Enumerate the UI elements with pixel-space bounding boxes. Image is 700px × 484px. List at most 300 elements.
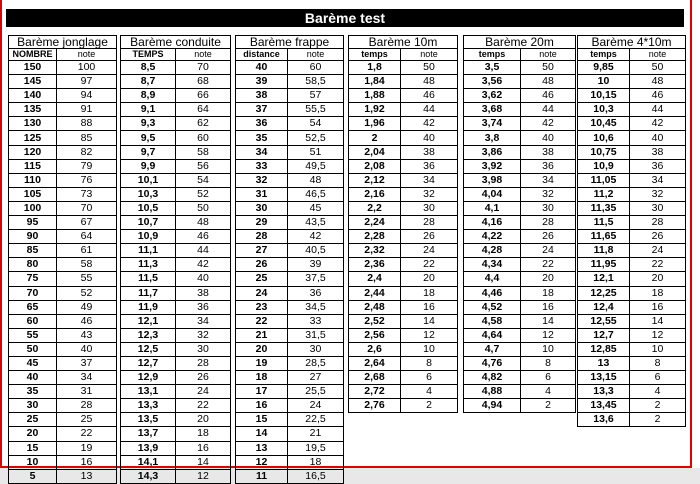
performance-cell: 2,76 <box>349 399 401 413</box>
table-row <box>236 300 344 314</box>
note-cell: 14 <box>176 455 231 469</box>
table-row <box>9 216 117 230</box>
note-cell: 4 <box>401 385 458 399</box>
note-cell: 56 <box>176 159 231 173</box>
performance-cell: 50 <box>9 342 57 356</box>
table-row <box>349 103 458 117</box>
note-cell: 42 <box>176 258 231 272</box>
note-cell: 44 <box>401 103 458 117</box>
table-row <box>349 300 458 314</box>
performance-cell: 11,05 <box>578 173 630 187</box>
note-cell: 6 <box>521 371 576 385</box>
table-row <box>9 61 117 75</box>
note-cell: 57 <box>288 89 344 103</box>
table-row <box>578 216 686 230</box>
note-cell: 32 <box>630 187 686 201</box>
table-row <box>464 145 576 159</box>
table-row <box>578 272 686 286</box>
table-row <box>349 61 458 75</box>
table-row <box>578 300 686 314</box>
note-cell: 34,5 <box>288 300 344 314</box>
table-row <box>578 371 686 385</box>
note-cell: 32 <box>521 187 576 201</box>
performance-cell: 14 <box>236 427 288 441</box>
performance-cell: 2,32 <box>349 244 401 258</box>
table-row <box>578 286 686 300</box>
performance-cell: 13 <box>578 356 630 370</box>
note-cell: 58,5 <box>288 75 344 89</box>
column-header: note <box>630 49 686 61</box>
performance-cell: 11,35 <box>578 201 630 215</box>
performance-cell: 11,3 <box>121 258 176 272</box>
table-row <box>464 103 576 117</box>
performance-cell: 26 <box>236 258 288 272</box>
note-cell: 42 <box>288 230 344 244</box>
performance-cell: 8,5 <box>121 61 176 75</box>
note-cell: 24 <box>401 244 458 258</box>
performance-cell: 3,86 <box>464 145 521 159</box>
performance-cell: 13,15 <box>578 371 630 385</box>
table-row <box>121 103 231 117</box>
table-title: Barème frappe <box>236 36 344 49</box>
table-row <box>464 356 576 370</box>
table-row <box>236 413 344 427</box>
note-cell: 26 <box>521 230 576 244</box>
note-cell: 38 <box>521 145 576 159</box>
note-cell: 55,5 <box>288 103 344 117</box>
note-cell: 22,5 <box>288 413 344 427</box>
performance-cell: 10,9 <box>578 159 630 173</box>
performance-cell: 2,6 <box>349 342 401 356</box>
table-row <box>9 159 117 173</box>
note-cell: 13 <box>57 469 117 483</box>
performance-cell: 120 <box>9 145 57 159</box>
note-cell: 18 <box>401 286 458 300</box>
note-cell: 30 <box>288 342 344 356</box>
table-row <box>236 103 344 117</box>
note-cell: 91 <box>57 103 117 117</box>
note-cell: 8 <box>630 356 686 370</box>
table-row <box>236 89 344 103</box>
performance-cell: 4,94 <box>464 399 521 413</box>
table-row <box>236 371 344 385</box>
note-cell: 19,5 <box>288 441 344 455</box>
performance-cell: 85 <box>9 244 57 258</box>
performance-cell: 9,1 <box>121 103 176 117</box>
performance-cell: 125 <box>9 131 57 145</box>
table-row <box>121 356 231 370</box>
table-row <box>236 399 344 413</box>
performance-cell: 12,1 <box>121 314 176 328</box>
performance-cell: 4,1 <box>464 201 521 215</box>
column-header: distance <box>236 49 288 61</box>
performance-cell: 40 <box>236 61 288 75</box>
performance-cell: 2,56 <box>349 328 401 342</box>
table-row <box>349 131 458 145</box>
table-row <box>9 371 117 385</box>
note-cell: 24 <box>521 244 576 258</box>
table-row <box>464 201 576 215</box>
table-row <box>349 371 458 385</box>
performance-cell: 33 <box>236 159 288 173</box>
table-row <box>464 61 576 75</box>
column-header: NOMBRE <box>9 49 57 61</box>
note-cell: 16 <box>176 441 231 455</box>
note-cell: 44 <box>630 103 686 117</box>
performance-cell: 12,4 <box>578 300 630 314</box>
table-row <box>349 145 458 159</box>
performance-cell: 35 <box>236 131 288 145</box>
note-cell: 60 <box>288 61 344 75</box>
note-cell: 54 <box>288 117 344 131</box>
column-header: note <box>57 49 117 61</box>
note-cell: 61 <box>57 244 117 258</box>
table-row <box>236 131 344 145</box>
column-header: note <box>288 49 344 61</box>
performance-cell: 37 <box>236 103 288 117</box>
note-cell: 64 <box>176 103 231 117</box>
performance-cell: 11,5 <box>121 272 176 286</box>
table-row <box>349 201 458 215</box>
performance-cell: 4,52 <box>464 300 521 314</box>
table-row <box>9 469 117 483</box>
table-row <box>578 145 686 159</box>
performance-cell: 12,1 <box>578 272 630 286</box>
performance-cell: 10,75 <box>578 145 630 159</box>
table-row <box>464 173 576 187</box>
note-cell: 70 <box>176 61 231 75</box>
note-cell: 38 <box>176 286 231 300</box>
note-cell: 20 <box>630 272 686 286</box>
note-cell: 66 <box>176 89 231 103</box>
performance-cell: 4,7 <box>464 342 521 356</box>
performance-cell: 11,2 <box>578 187 630 201</box>
performance-cell: 10,9 <box>121 230 176 244</box>
table-row <box>464 230 576 244</box>
table-row <box>349 187 458 201</box>
note-cell: 73 <box>57 187 117 201</box>
performance-cell: 19 <box>236 356 288 370</box>
performance-cell: 36 <box>236 117 288 131</box>
note-cell: 18 <box>288 455 344 469</box>
note-cell: 34 <box>630 173 686 187</box>
note-cell: 52,5 <box>288 131 344 145</box>
column-header: TEMPS <box>121 49 176 61</box>
note-cell: 49 <box>57 300 117 314</box>
performance-cell: 3,8 <box>464 131 521 145</box>
note-cell: 30 <box>401 201 458 215</box>
note-cell: 24 <box>176 385 231 399</box>
note-cell: 39 <box>288 258 344 272</box>
table-row <box>121 117 231 131</box>
performance-cell: 40 <box>9 371 57 385</box>
performance-cell: 1,84 <box>349 75 401 89</box>
note-cell: 22 <box>401 258 458 272</box>
performance-cell: 12,3 <box>121 328 176 342</box>
performance-cell: 13,3 <box>121 399 176 413</box>
performance-cell: 3,62 <box>464 89 521 103</box>
performance-cell: 140 <box>9 89 57 103</box>
performance-cell: 3,92 <box>464 159 521 173</box>
table-row <box>349 258 458 272</box>
note-cell: 50 <box>176 201 231 215</box>
table-row <box>236 455 344 469</box>
table-row <box>236 201 344 215</box>
performance-cell: 3,98 <box>464 173 521 187</box>
performance-cell: 2,64 <box>349 356 401 370</box>
table-row <box>9 89 117 103</box>
note-cell: 38 <box>401 145 458 159</box>
table-row <box>9 187 117 201</box>
performance-cell: 2,12 <box>349 173 401 187</box>
performance-cell: 95 <box>9 216 57 230</box>
table-row <box>578 244 686 258</box>
note-cell: 10 <box>521 342 576 356</box>
performance-cell: 12,7 <box>121 356 176 370</box>
note-cell: 20 <box>521 272 576 286</box>
performance-cell: 13,1 <box>121 385 176 399</box>
performance-cell: 21 <box>236 328 288 342</box>
table-row <box>121 230 231 244</box>
performance-cell: 2,16 <box>349 187 401 201</box>
performance-cell: 12,9 <box>121 371 176 385</box>
table-row <box>578 201 686 215</box>
performance-cell: 2,72 <box>349 385 401 399</box>
note-cell: 36 <box>401 159 458 173</box>
performance-cell: 16 <box>236 399 288 413</box>
performance-cell: 29 <box>236 216 288 230</box>
bareme-table-jonglage <box>8 35 117 484</box>
note-cell: 25 <box>57 413 117 427</box>
table-row <box>121 427 231 441</box>
note-cell: 43 <box>57 328 117 342</box>
table-row <box>464 258 576 272</box>
table-row <box>236 469 344 483</box>
performance-cell: 4,34 <box>464 258 521 272</box>
note-cell: 94 <box>57 89 117 103</box>
performance-cell: 27 <box>236 244 288 258</box>
table-row <box>121 159 231 173</box>
performance-cell: 10,45 <box>578 117 630 131</box>
note-cell: 16 <box>521 300 576 314</box>
table-row <box>578 75 686 89</box>
table-row <box>464 371 576 385</box>
note-cell: 30 <box>521 201 576 215</box>
note-cell: 20 <box>401 272 458 286</box>
performance-cell: 2,4 <box>349 272 401 286</box>
note-cell: 48 <box>288 173 344 187</box>
table-row <box>578 61 686 75</box>
performance-cell: 4,28 <box>464 244 521 258</box>
table-row <box>236 385 344 399</box>
table-row <box>121 441 231 455</box>
note-cell: 48 <box>521 75 576 89</box>
performance-cell: 12,7 <box>578 328 630 342</box>
note-cell: 22 <box>630 258 686 272</box>
performance-cell: 34 <box>236 145 288 159</box>
note-cell: 46 <box>176 230 231 244</box>
note-cell: 40 <box>176 272 231 286</box>
note-cell: 33 <box>288 314 344 328</box>
table-row <box>578 328 686 342</box>
note-cell: 30 <box>176 342 231 356</box>
performance-cell: 12,55 <box>578 314 630 328</box>
table-row <box>9 455 117 469</box>
performance-cell: 38 <box>236 89 288 103</box>
performance-cell: 105 <box>9 187 57 201</box>
performance-cell: 4,04 <box>464 187 521 201</box>
table-row <box>121 328 231 342</box>
table-row <box>349 159 458 173</box>
performance-cell: 1,88 <box>349 89 401 103</box>
table-row <box>578 314 686 328</box>
table-row <box>121 455 231 469</box>
table-title: Barème 4*10m <box>578 36 686 49</box>
note-cell: 51 <box>288 145 344 159</box>
table-row <box>236 427 344 441</box>
note-cell: 26 <box>176 371 231 385</box>
table-row <box>236 441 344 455</box>
table-row <box>236 328 344 342</box>
table-row <box>578 399 686 413</box>
table-row <box>121 216 231 230</box>
note-cell: 22 <box>521 258 576 272</box>
performance-cell: 10,1 <box>121 173 176 187</box>
table-row <box>9 427 117 441</box>
table-row <box>121 286 231 300</box>
column-header: temps <box>464 49 521 61</box>
table-row <box>236 159 344 173</box>
performance-cell: 3,74 <box>464 117 521 131</box>
note-cell: 14 <box>521 314 576 328</box>
table-row <box>349 89 458 103</box>
performance-cell: 39 <box>236 75 288 89</box>
note-cell: 8 <box>401 356 458 370</box>
note-cell: 42 <box>521 117 576 131</box>
bareme-table-4x10m <box>577 35 686 427</box>
performance-cell: 10,5 <box>121 201 176 215</box>
table-row <box>236 117 344 131</box>
performance-cell: 10,15 <box>578 89 630 103</box>
table-row <box>236 356 344 370</box>
performance-cell: 20 <box>9 427 57 441</box>
table-row <box>121 371 231 385</box>
performance-cell: 15 <box>236 413 288 427</box>
note-cell: 40 <box>57 342 117 356</box>
table-row <box>349 342 458 356</box>
performance-cell: 4,76 <box>464 356 521 370</box>
note-cell: 26 <box>630 230 686 244</box>
performance-cell: 4,88 <box>464 385 521 399</box>
note-cell: 27 <box>288 371 344 385</box>
note-cell: 36 <box>521 159 576 173</box>
performance-cell: 24 <box>236 286 288 300</box>
table-row <box>349 216 458 230</box>
table-row <box>236 244 344 258</box>
performance-cell: 10,3 <box>121 187 176 201</box>
performance-cell: 8,9 <box>121 89 176 103</box>
table-row <box>9 103 117 117</box>
performance-cell: 80 <box>9 258 57 272</box>
performance-cell: 2,48 <box>349 300 401 314</box>
note-cell: 70 <box>57 201 117 215</box>
note-cell: 34 <box>521 173 576 187</box>
performance-cell: 150 <box>9 61 57 75</box>
table-row <box>349 385 458 399</box>
note-cell: 28 <box>57 399 117 413</box>
note-cell: 2 <box>401 399 458 413</box>
performance-cell: 130 <box>9 117 57 131</box>
table-row <box>9 75 117 89</box>
table-row <box>349 244 458 258</box>
table-row <box>236 342 344 356</box>
note-cell: 16 <box>57 455 117 469</box>
table-row <box>349 75 458 89</box>
performance-cell: 4,82 <box>464 371 521 385</box>
table-row <box>9 314 117 328</box>
note-cell: 34 <box>176 314 231 328</box>
note-cell: 36 <box>288 286 344 300</box>
table-title: Barème jonglage <box>9 36 117 49</box>
note-cell: 28 <box>521 216 576 230</box>
note-cell: 8 <box>521 356 576 370</box>
table-row <box>578 356 686 370</box>
table-row <box>349 314 458 328</box>
table-row <box>121 258 231 272</box>
table-row <box>9 328 117 342</box>
note-cell: 55 <box>57 272 117 286</box>
note-cell: 22 <box>176 399 231 413</box>
performance-cell: 11,8 <box>578 244 630 258</box>
performance-cell: 4,4 <box>464 272 521 286</box>
note-cell: 4 <box>630 385 686 399</box>
note-cell: 67 <box>57 216 117 230</box>
performance-cell: 75 <box>9 272 57 286</box>
table-row <box>464 286 576 300</box>
note-cell: 36 <box>176 300 231 314</box>
note-cell: 31,5 <box>288 328 344 342</box>
note-cell: 40,5 <box>288 244 344 258</box>
performance-cell: 2,44 <box>349 286 401 300</box>
bareme-table-10m <box>348 35 458 413</box>
performance-cell: 9,5 <box>121 131 176 145</box>
performance-cell: 1,8 <box>349 61 401 75</box>
bareme-table-20m <box>463 35 576 413</box>
performance-cell: 4,46 <box>464 286 521 300</box>
table-row <box>464 117 576 131</box>
performance-cell: 31 <box>236 187 288 201</box>
table-row <box>9 230 117 244</box>
note-cell: 52 <box>57 286 117 300</box>
note-cell: 54 <box>176 173 231 187</box>
performance-cell: 65 <box>9 300 57 314</box>
table-row <box>121 187 231 201</box>
table-row <box>464 328 576 342</box>
performance-cell: 55 <box>9 328 57 342</box>
table-row <box>236 75 344 89</box>
table-row <box>9 173 117 187</box>
note-cell: 16 <box>630 300 686 314</box>
performance-cell: 1,96 <box>349 117 401 131</box>
note-cell: 46 <box>401 89 458 103</box>
table-row <box>578 159 686 173</box>
table-row <box>578 89 686 103</box>
note-cell: 38 <box>630 145 686 159</box>
note-cell: 40 <box>630 131 686 145</box>
table-row <box>236 272 344 286</box>
performance-cell: 115 <box>9 159 57 173</box>
note-cell: 48 <box>176 216 231 230</box>
